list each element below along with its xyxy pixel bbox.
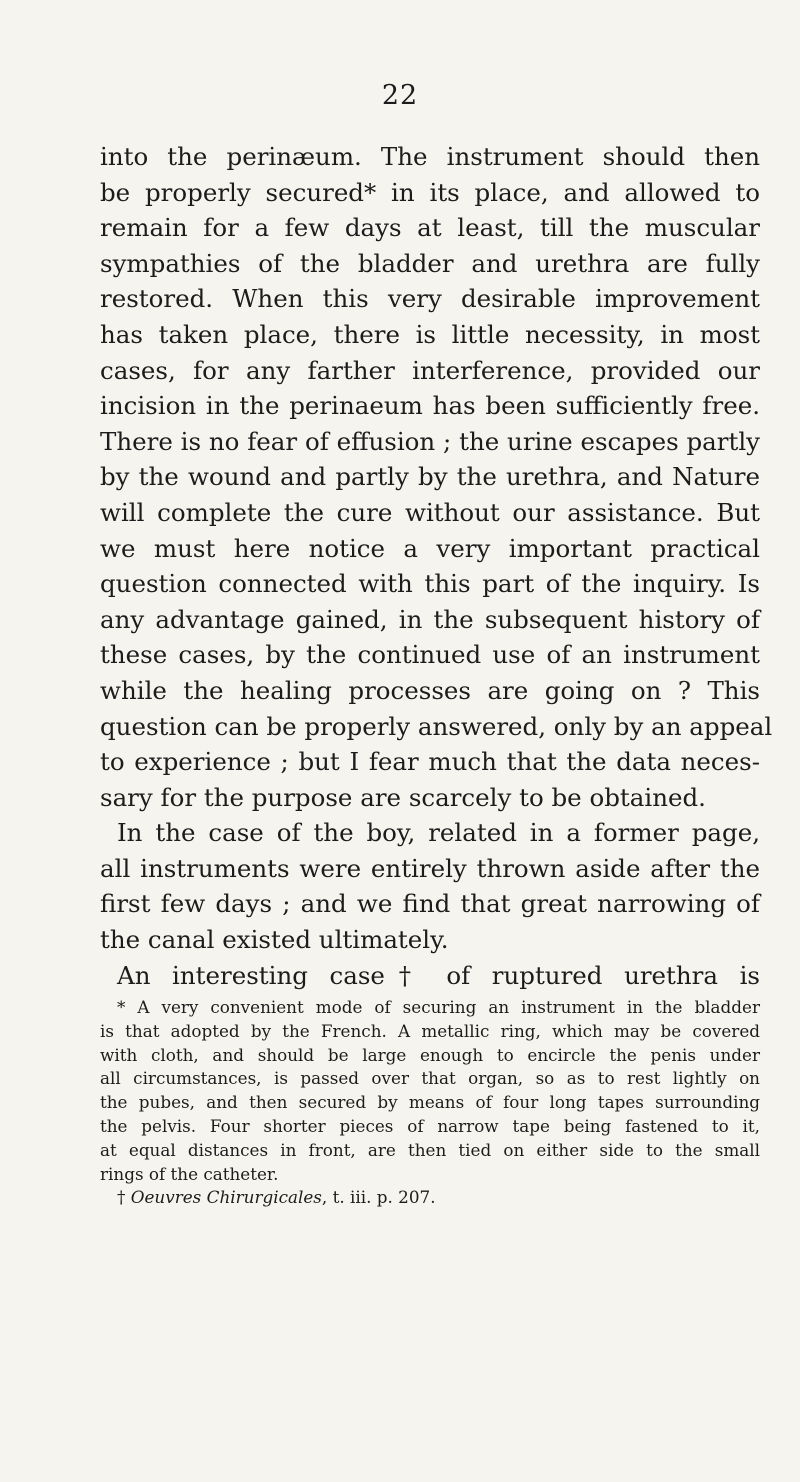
body-line: the canal existed ultimately. (100, 925, 449, 955)
body-line: any advantage gained, in the subsequent history of (100, 604, 760, 634)
footnote-line: the pelvis. Four shorter pieces of narrow tape being fastened to it, (100, 1115, 760, 1136)
body-line: we must here notice a very important practical (100, 533, 760, 563)
body-line: while the healing processes are going on ? This (100, 675, 760, 705)
dagger-mark: † (117, 1187, 126, 1208)
body-line: into the perinæum. The instrument should then (100, 142, 760, 171)
body-line: to experience ; but I fear much that the data neces- (100, 747, 760, 777)
footnote-line: with cloth, and should be large enough to encircle the penis under (100, 1044, 760, 1065)
body-line: sary for the purpose are scarcely to be obtained. (100, 782, 706, 812)
body-line: all instruments were entirely thrown aside after the (100, 853, 760, 883)
body-line: sympathies of the bladder and urethra are fully (100, 248, 760, 278)
footnote-line: is that adopted by the French. A metallic ring, which may be covered (100, 1020, 760, 1041)
body-line: restored. When this very desirable improvement (100, 284, 760, 314)
body-line: will complete the cure without our assistance. But (100, 497, 760, 527)
reference-title: Oeuvres Chirurgicales (130, 1187, 322, 1208)
page-number: 22 (381, 80, 419, 111)
footnote-line: all circumstances, is passed over that organ, so as to rest lightly on (100, 1068, 760, 1089)
body-line: first few days ; and we find that great narrowing of (100, 889, 760, 919)
footnote-line: the pubes, and then secured by means of four long tapes surrounding (100, 1092, 760, 1113)
body-line: these cases, by the continued use of an instrument (100, 640, 760, 670)
body-line: There is no fear of effusion ; the urine escapes partly (100, 426, 760, 456)
body-line: An interesting case† of ruptured urethra is (117, 960, 760, 990)
footnote-line: rings of the catheter. (100, 1163, 279, 1184)
footnotes (100, 996, 760, 1210)
body-line: question connected with this part of the inquiry. Is (100, 569, 760, 599)
body-line: incision in the perinaeum has been sufficiently free. (100, 391, 760, 421)
footnote-line: * A very convenient mode of securing an instrument in the bladder (117, 997, 760, 1017)
body-text (100, 139, 773, 993)
footnote-dagger (100, 1186, 760, 1210)
body-line: question can be properly answered, only by an appeal (100, 711, 773, 741)
body-line: by the wound and partly by the urethra, and Nature (100, 462, 760, 492)
body-line: In the case of the boy, related in a former page, (117, 818, 760, 848)
body-line: has taken place, there is little necessity, in most (100, 319, 760, 349)
body-line: cases, for any farther interference, provided our (100, 355, 760, 385)
footnote-line: at equal distances in front, are then tied on either side to the small (100, 1139, 760, 1160)
body-line: be properly secured* in its place, and allowed to (100, 177, 760, 207)
body-line: remain for a few days at least, till the muscular (100, 213, 760, 243)
reference-detail: , t. iii. p. 207. (321, 1187, 436, 1208)
